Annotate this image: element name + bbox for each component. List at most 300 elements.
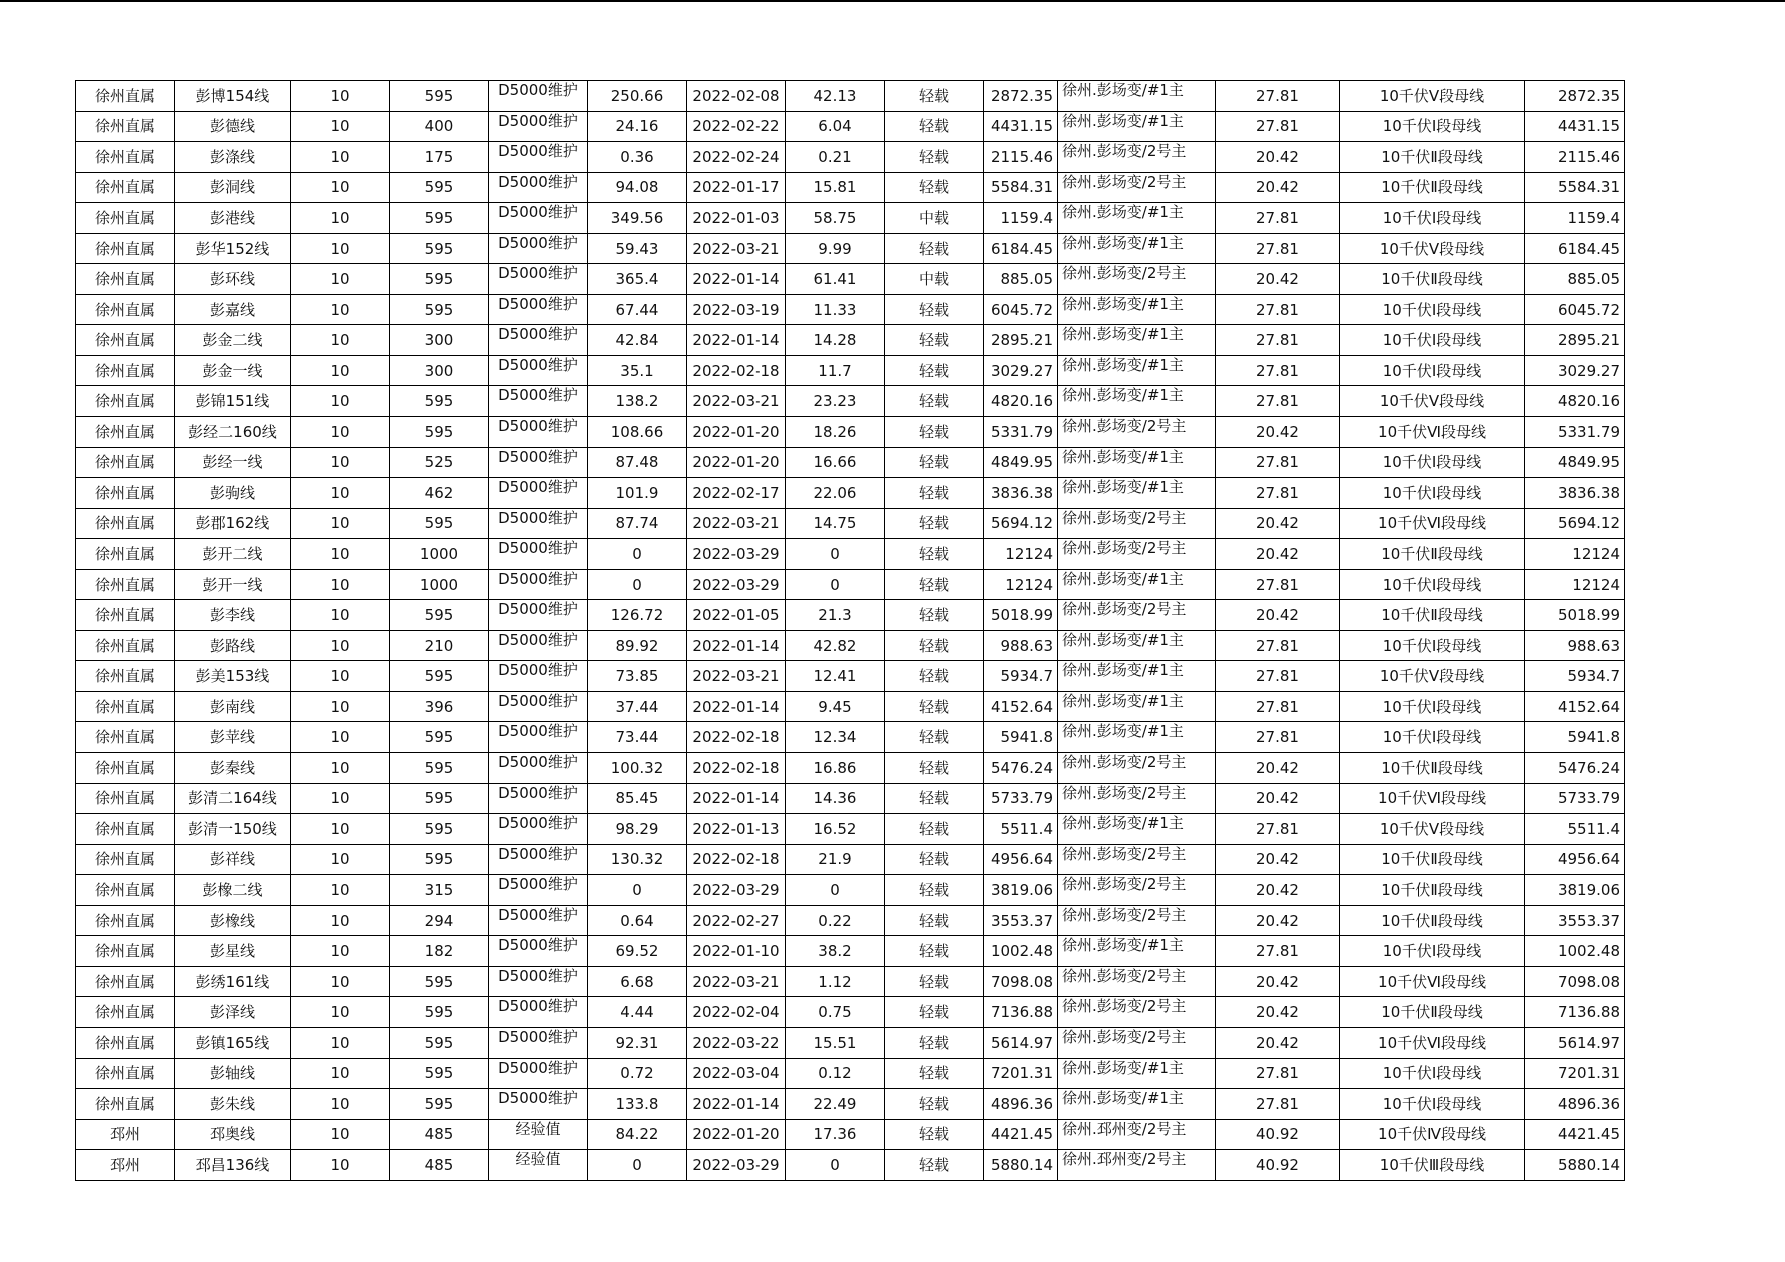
busbar-cell: 10千伏Ⅵ段母线 <box>1340 966 1525 997</box>
capacity-cell: 4152.64 <box>984 691 1058 722</box>
load-rate-cell: 38.2 <box>786 936 885 967</box>
date-cell: 2022-03-21 <box>687 386 786 417</box>
date-cell: 2022-01-14 <box>687 691 786 722</box>
unit-cell: 徐州直属 <box>76 508 175 539</box>
unit-cell: 徐州直属 <box>76 966 175 997</box>
line-name-cell: 彭清二164线 <box>175 783 291 814</box>
page-top-rule <box>0 0 1785 2</box>
data-source-cell: 经验值 <box>489 1119 588 1150</box>
transformer-cell: 徐州.彭场变/#1主 <box>1058 691 1216 722</box>
transformer-cell: 徐州.邳州变/2号主 <box>1058 1119 1216 1150</box>
load-rate-cell: 14.75 <box>786 508 885 539</box>
load-status-cell: 轻载 <box>885 447 984 478</box>
capacity-cell: 988.63 <box>984 630 1058 661</box>
rated-current-cell: 400 <box>390 111 489 142</box>
rated-current-cell: 595 <box>390 264 489 295</box>
voltage-cell: 10 <box>291 630 390 661</box>
date-cell: 2022-02-24 <box>687 142 786 173</box>
rated-current-cell: 595 <box>390 233 489 264</box>
voltage-cell: 10 <box>291 966 390 997</box>
busbar-cell: 10千伏Ⅱ段母线 <box>1340 264 1525 295</box>
table-row <box>76 294 1625 325</box>
table-row <box>76 844 1625 875</box>
date-cell: 2022-02-04 <box>687 997 786 1028</box>
table-row <box>76 875 1625 906</box>
table-row <box>76 81 1625 112</box>
data-source-cell: D5000维护 <box>489 1058 588 1089</box>
transformer-cell: 徐州.彭场变/2号主 <box>1058 508 1216 539</box>
busbar-cell: 10千伏Ⅱ段母线 <box>1340 905 1525 936</box>
load-status-cell: 轻载 <box>885 600 984 631</box>
date-cell: 2022-03-21 <box>687 661 786 692</box>
load-rate-cell: 42.13 <box>786 81 885 112</box>
busbar-cell: 10千伏Ⅰ段母线 <box>1340 111 1525 142</box>
table-row <box>76 814 1625 845</box>
load-rate-cell: 15.51 <box>786 1027 885 1058</box>
rated-current-cell: 396 <box>390 691 489 722</box>
transformer-cell: 徐州.彭场变/2号主 <box>1058 600 1216 631</box>
transformer-cell: 徐州.彭场变/2号主 <box>1058 417 1216 448</box>
voltage-cell: 10 <box>291 753 390 784</box>
capacity-cell: 1002.48 <box>984 936 1058 967</box>
load-rate-cell: 6.04 <box>786 111 885 142</box>
date-cell: 2022-01-20 <box>687 1119 786 1150</box>
line-name-cell: 彭港线 <box>175 203 291 234</box>
data-source-cell: D5000维护 <box>489 142 588 173</box>
transformer-cell: 徐州.彭场变/#1主 <box>1058 447 1216 478</box>
transformer-load-cell: 27.81 <box>1216 661 1340 692</box>
transformer-load-cell: 20.42 <box>1216 997 1340 1028</box>
load-rate-cell: 58.75 <box>786 203 885 234</box>
transformer-load-cell: 20.42 <box>1216 905 1340 936</box>
max-load-cell: 5614.97 <box>1525 1027 1625 1058</box>
max-load-cell: 5880.14 <box>1525 1150 1625 1181</box>
capacity-cell: 1159.4 <box>984 203 1058 234</box>
rated-current-cell: 595 <box>390 81 489 112</box>
max-load-cell: 2872.35 <box>1525 81 1625 112</box>
date-cell: 2022-01-20 <box>687 417 786 448</box>
load-status-cell: 轻载 <box>885 569 984 600</box>
voltage-cell: 10 <box>291 539 390 570</box>
transformer-cell: 徐州.彭场变/#1主 <box>1058 722 1216 753</box>
max-current-cell: 35.1 <box>588 355 687 386</box>
max-load-cell: 7136.88 <box>1525 997 1625 1028</box>
transformer-load-cell: 27.81 <box>1216 81 1340 112</box>
feeder-load-table <box>75 80 1625 1181</box>
table-row <box>76 630 1625 661</box>
busbar-cell: 10千伏Ⅰ段母线 <box>1340 447 1525 478</box>
data-source-cell: D5000维护 <box>489 844 588 875</box>
transformer-cell: 徐州.彭场变/#1主 <box>1058 1089 1216 1120</box>
date-cell: 2022-02-22 <box>687 111 786 142</box>
rated-current-cell: 210 <box>390 630 489 661</box>
voltage-cell: 10 <box>291 783 390 814</box>
date-cell: 2022-02-08 <box>687 81 786 112</box>
capacity-cell: 7136.88 <box>984 997 1058 1028</box>
transformer-cell: 徐州.彭场变/2号主 <box>1058 264 1216 295</box>
table-row <box>76 1058 1625 1089</box>
table-row <box>76 142 1625 173</box>
transformer-load-cell: 27.81 <box>1216 691 1340 722</box>
load-rate-cell: 11.7 <box>786 355 885 386</box>
transformer-cell: 徐州.彭场变/#1主 <box>1058 478 1216 509</box>
table-row <box>76 355 1625 386</box>
transformer-load-cell: 27.81 <box>1216 294 1340 325</box>
max-current-cell: 87.74 <box>588 508 687 539</box>
capacity-cell: 2115.46 <box>984 142 1058 173</box>
capacity-cell: 3836.38 <box>984 478 1058 509</box>
load-status-cell: 轻载 <box>885 81 984 112</box>
max-load-cell: 5511.4 <box>1525 814 1625 845</box>
date-cell: 2022-01-05 <box>687 600 786 631</box>
unit-cell: 徐州直属 <box>76 355 175 386</box>
max-load-cell: 3029.27 <box>1525 355 1625 386</box>
unit-cell: 徐州直属 <box>76 447 175 478</box>
table-row <box>76 1150 1625 1181</box>
capacity-cell: 12124 <box>984 569 1058 600</box>
voltage-cell: 10 <box>291 417 390 448</box>
transformer-load-cell: 27.81 <box>1216 355 1340 386</box>
table-row <box>76 691 1625 722</box>
line-name-cell: 彭金二线 <box>175 325 291 356</box>
max-current-cell: 73.44 <box>588 722 687 753</box>
transformer-load-cell: 27.81 <box>1216 478 1340 509</box>
load-status-cell: 轻载 <box>885 1089 984 1120</box>
max-current-cell: 138.2 <box>588 386 687 417</box>
unit-cell: 徐州直属 <box>76 997 175 1028</box>
max-load-cell: 885.05 <box>1525 264 1625 295</box>
max-load-cell: 5584.31 <box>1525 172 1625 203</box>
busbar-cell: 10千伏Ⅳ段母线 <box>1340 1119 1525 1150</box>
table-row <box>76 936 1625 967</box>
max-current-cell: 0 <box>588 1150 687 1181</box>
busbar-cell: 10千伏Ⅰ段母线 <box>1340 203 1525 234</box>
table-row <box>76 478 1625 509</box>
line-name-cell: 彭祥线 <box>175 844 291 875</box>
data-source-cell: D5000维护 <box>489 722 588 753</box>
rated-current-cell: 595 <box>390 386 489 417</box>
load-status-cell: 轻载 <box>885 1150 984 1181</box>
load-status-cell: 中载 <box>885 264 984 295</box>
max-current-cell: 250.66 <box>588 81 687 112</box>
table-row <box>76 905 1625 936</box>
max-current-cell: 24.16 <box>588 111 687 142</box>
capacity-cell: 6184.45 <box>984 233 1058 264</box>
max-current-cell: 98.29 <box>588 814 687 845</box>
busbar-cell: 10千伏Ⅵ段母线 <box>1340 783 1525 814</box>
unit-cell: 徐州直属 <box>76 111 175 142</box>
voltage-cell: 10 <box>291 905 390 936</box>
load-status-cell: 轻载 <box>885 355 984 386</box>
capacity-cell: 4956.64 <box>984 844 1058 875</box>
unit-cell: 徐州直属 <box>76 294 175 325</box>
voltage-cell: 10 <box>291 508 390 539</box>
table-row <box>76 325 1625 356</box>
transformer-load-cell: 20.42 <box>1216 783 1340 814</box>
voltage-cell: 10 <box>291 172 390 203</box>
load-rate-cell: 0 <box>786 1150 885 1181</box>
date-cell: 2022-01-14 <box>687 1089 786 1120</box>
transformer-load-cell: 20.42 <box>1216 844 1340 875</box>
capacity-cell: 5476.24 <box>984 753 1058 784</box>
line-name-cell: 彭锦151线 <box>175 386 291 417</box>
busbar-cell: 10千伏Ⅱ段母线 <box>1340 844 1525 875</box>
unit-cell: 徐州直属 <box>76 722 175 753</box>
line-name-cell: 彭美153线 <box>175 661 291 692</box>
max-load-cell: 5018.99 <box>1525 600 1625 631</box>
line-name-cell: 彭苹线 <box>175 722 291 753</box>
unit-cell: 徐州直属 <box>76 569 175 600</box>
data-source-cell: D5000维护 <box>489 997 588 1028</box>
transformer-load-cell: 20.42 <box>1216 600 1340 631</box>
rated-current-cell: 595 <box>390 1089 489 1120</box>
line-name-cell: 彭秦线 <box>175 753 291 784</box>
voltage-cell: 10 <box>291 478 390 509</box>
voltage-cell: 10 <box>291 1119 390 1150</box>
busbar-cell: 10千伏Ⅴ段母线 <box>1340 81 1525 112</box>
max-current-cell: 73.85 <box>588 661 687 692</box>
date-cell: 2022-01-20 <box>687 447 786 478</box>
transformer-load-cell: 27.81 <box>1216 386 1340 417</box>
unit-cell: 徐州直属 <box>76 905 175 936</box>
transformer-load-cell: 20.42 <box>1216 172 1340 203</box>
busbar-cell: 10千伏Ⅰ段母线 <box>1340 1089 1525 1120</box>
data-source-cell: D5000维护 <box>489 447 588 478</box>
max-current-cell: 349.56 <box>588 203 687 234</box>
busbar-cell: 10千伏Ⅰ段母线 <box>1340 722 1525 753</box>
load-status-cell: 轻载 <box>885 325 984 356</box>
load-status-cell: 轻载 <box>885 875 984 906</box>
line-name-cell: 彭洞线 <box>175 172 291 203</box>
unit-cell: 徐州直属 <box>76 875 175 906</box>
unit-cell: 徐州直属 <box>76 1058 175 1089</box>
line-name-cell: 彭开二线 <box>175 539 291 570</box>
load-rate-cell: 1.12 <box>786 966 885 997</box>
max-load-cell: 1002.48 <box>1525 936 1625 967</box>
voltage-cell: 10 <box>291 233 390 264</box>
unit-cell: 徐州直属 <box>76 936 175 967</box>
capacity-cell: 3029.27 <box>984 355 1058 386</box>
unit-cell: 徐州直属 <box>76 691 175 722</box>
load-rate-cell: 21.9 <box>786 844 885 875</box>
data-source-cell: D5000维护 <box>489 294 588 325</box>
max-load-cell: 4431.15 <box>1525 111 1625 142</box>
rated-current-cell: 294 <box>390 905 489 936</box>
rated-current-cell: 1000 <box>390 569 489 600</box>
date-cell: 2022-03-21 <box>687 508 786 539</box>
voltage-cell: 10 <box>291 600 390 631</box>
table-row <box>76 569 1625 600</box>
rated-current-cell: 595 <box>390 844 489 875</box>
capacity-cell: 3819.06 <box>984 875 1058 906</box>
unit-cell: 徐州直属 <box>76 1027 175 1058</box>
load-rate-cell: 0 <box>786 875 885 906</box>
voltage-cell: 10 <box>291 1027 390 1058</box>
load-status-cell: 轻载 <box>885 997 984 1028</box>
rated-current-cell: 1000 <box>390 539 489 570</box>
transformer-cell: 徐州.彭场变/2号主 <box>1058 539 1216 570</box>
unit-cell: 邳州 <box>76 1150 175 1181</box>
load-status-cell: 轻载 <box>885 386 984 417</box>
busbar-cell: 10千伏Ⅱ段母线 <box>1340 997 1525 1028</box>
transformer-cell: 徐州.彭场变/#1主 <box>1058 661 1216 692</box>
load-status-cell: 轻载 <box>885 844 984 875</box>
load-rate-cell: 14.36 <box>786 783 885 814</box>
load-rate-cell: 17.36 <box>786 1119 885 1150</box>
transformer-cell: 徐州.彭场变/2号主 <box>1058 905 1216 936</box>
max-load-cell: 988.63 <box>1525 630 1625 661</box>
unit-cell: 徐州直属 <box>76 203 175 234</box>
unit-cell: 徐州直属 <box>76 478 175 509</box>
date-cell: 2022-02-18 <box>687 722 786 753</box>
line-name-cell: 彭驹线 <box>175 478 291 509</box>
capacity-cell: 4421.45 <box>984 1119 1058 1150</box>
table-row <box>76 997 1625 1028</box>
transformer-load-cell: 27.81 <box>1216 630 1340 661</box>
rated-current-cell: 595 <box>390 783 489 814</box>
table-row <box>76 753 1625 784</box>
max-load-cell: 7201.31 <box>1525 1058 1625 1089</box>
unit-cell: 徐州直属 <box>76 172 175 203</box>
date-cell: 2022-03-19 <box>687 294 786 325</box>
load-status-cell: 轻载 <box>885 630 984 661</box>
data-source-cell: D5000维护 <box>489 875 588 906</box>
table-row <box>76 1089 1625 1120</box>
load-status-cell: 轻载 <box>885 142 984 173</box>
capacity-cell: 2895.21 <box>984 325 1058 356</box>
unit-cell: 徐州直属 <box>76 81 175 112</box>
busbar-cell: 10千伏Ⅰ段母线 <box>1340 1058 1525 1089</box>
transformer-load-cell: 27.81 <box>1216 233 1340 264</box>
busbar-cell: 10千伏Ⅰ段母线 <box>1340 936 1525 967</box>
load-status-cell: 轻载 <box>885 233 984 264</box>
transformer-cell: 徐州.彭场变/2号主 <box>1058 966 1216 997</box>
capacity-cell: 5880.14 <box>984 1150 1058 1181</box>
max-current-cell: 126.72 <box>588 600 687 631</box>
transformer-cell: 徐州.彭场变/#1主 <box>1058 81 1216 112</box>
data-source-cell: D5000维护 <box>489 814 588 845</box>
transformer-cell: 徐州.邳州变/2号主 <box>1058 1150 1216 1181</box>
voltage-cell: 10 <box>291 875 390 906</box>
data-source-cell: D5000维护 <box>489 417 588 448</box>
table-row <box>76 386 1625 417</box>
max-load-cell: 6045.72 <box>1525 294 1625 325</box>
transformer-load-cell: 27.81 <box>1216 569 1340 600</box>
capacity-cell: 5941.8 <box>984 722 1058 753</box>
max-current-cell: 67.44 <box>588 294 687 325</box>
transformer-cell: 徐州.彭场变/2号主 <box>1058 783 1216 814</box>
date-cell: 2022-03-29 <box>687 569 786 600</box>
rated-current-cell: 595 <box>390 508 489 539</box>
capacity-cell: 5511.4 <box>984 814 1058 845</box>
date-cell: 2022-02-18 <box>687 355 786 386</box>
data-source-cell: D5000维护 <box>489 325 588 356</box>
load-status-cell: 轻载 <box>885 508 984 539</box>
busbar-cell: 10千伏Ⅱ段母线 <box>1340 142 1525 173</box>
load-status-cell: 轻载 <box>885 814 984 845</box>
line-name-cell: 彭橡线 <box>175 905 291 936</box>
rated-current-cell: 485 <box>390 1150 489 1181</box>
line-name-cell: 彭泽线 <box>175 997 291 1028</box>
load-rate-cell: 9.45 <box>786 691 885 722</box>
load-rate-cell: 21.3 <box>786 600 885 631</box>
transformer-load-cell: 20.42 <box>1216 417 1340 448</box>
date-cell: 2022-01-14 <box>687 325 786 356</box>
rated-current-cell: 595 <box>390 814 489 845</box>
max-load-cell: 1159.4 <box>1525 203 1625 234</box>
data-source-cell: D5000维护 <box>489 111 588 142</box>
busbar-cell: 10千伏Ⅱ段母线 <box>1340 600 1525 631</box>
load-status-cell: 轻载 <box>885 417 984 448</box>
date-cell: 2022-03-29 <box>687 539 786 570</box>
busbar-cell: 10千伏Ⅲ段母线 <box>1340 1150 1525 1181</box>
capacity-cell: 5018.99 <box>984 600 1058 631</box>
table-row <box>76 1027 1625 1058</box>
voltage-cell: 10 <box>291 142 390 173</box>
load-status-cell: 轻载 <box>885 478 984 509</box>
transformer-cell: 徐州.彭场变/#1主 <box>1058 936 1216 967</box>
rated-current-cell: 175 <box>390 142 489 173</box>
transformer-cell: 徐州.彭场变/#1主 <box>1058 386 1216 417</box>
line-name-cell: 彭橡二线 <box>175 875 291 906</box>
data-source-cell: D5000维护 <box>489 203 588 234</box>
transformer-load-cell: 20.42 <box>1216 1027 1340 1058</box>
rated-current-cell: 182 <box>390 936 489 967</box>
capacity-cell: 5694.12 <box>984 508 1058 539</box>
voltage-cell: 10 <box>291 691 390 722</box>
unit-cell: 邳州 <box>76 1119 175 1150</box>
line-name-cell: 彭涤线 <box>175 142 291 173</box>
transformer-cell: 徐州.彭场变/2号主 <box>1058 844 1216 875</box>
rated-current-cell: 595 <box>390 753 489 784</box>
max-load-cell: 4152.64 <box>1525 691 1625 722</box>
rated-current-cell: 595 <box>390 1058 489 1089</box>
data-source-cell: D5000维护 <box>489 172 588 203</box>
line-name-cell: 彭环线 <box>175 264 291 295</box>
line-name-cell: 彭经二160线 <box>175 417 291 448</box>
voltage-cell: 10 <box>291 1058 390 1089</box>
load-status-cell: 轻载 <box>885 111 984 142</box>
capacity-cell: 7201.31 <box>984 1058 1058 1089</box>
date-cell: 2022-02-17 <box>687 478 786 509</box>
table-row <box>76 661 1625 692</box>
voltage-cell: 10 <box>291 264 390 295</box>
max-current-cell: 0.64 <box>588 905 687 936</box>
transformer-cell: 徐州.彭场变/#1主 <box>1058 111 1216 142</box>
table-row <box>76 783 1625 814</box>
date-cell: 2022-03-29 <box>687 1150 786 1181</box>
transformer-load-cell: 27.81 <box>1216 936 1340 967</box>
busbar-cell: 10千伏Ⅰ段母线 <box>1340 294 1525 325</box>
unit-cell: 徐州直属 <box>76 600 175 631</box>
unit-cell: 徐州直属 <box>76 844 175 875</box>
load-rate-cell: 18.26 <box>786 417 885 448</box>
data-source-cell: D5000维护 <box>489 508 588 539</box>
line-name-cell: 彭绣161线 <box>175 966 291 997</box>
unit-cell: 徐州直属 <box>76 386 175 417</box>
capacity-cell: 5733.79 <box>984 783 1058 814</box>
line-name-cell: 彭德线 <box>175 111 291 142</box>
max-load-cell: 2115.46 <box>1525 142 1625 173</box>
load-rate-cell: 15.81 <box>786 172 885 203</box>
data-source-cell: D5000维护 <box>489 783 588 814</box>
max-current-cell: 92.31 <box>588 1027 687 1058</box>
date-cell: 2022-02-18 <box>687 753 786 784</box>
line-name-cell: 彭清一150线 <box>175 814 291 845</box>
rated-current-cell: 595 <box>390 172 489 203</box>
data-source-cell: D5000维护 <box>489 264 588 295</box>
max-current-cell: 108.66 <box>588 417 687 448</box>
